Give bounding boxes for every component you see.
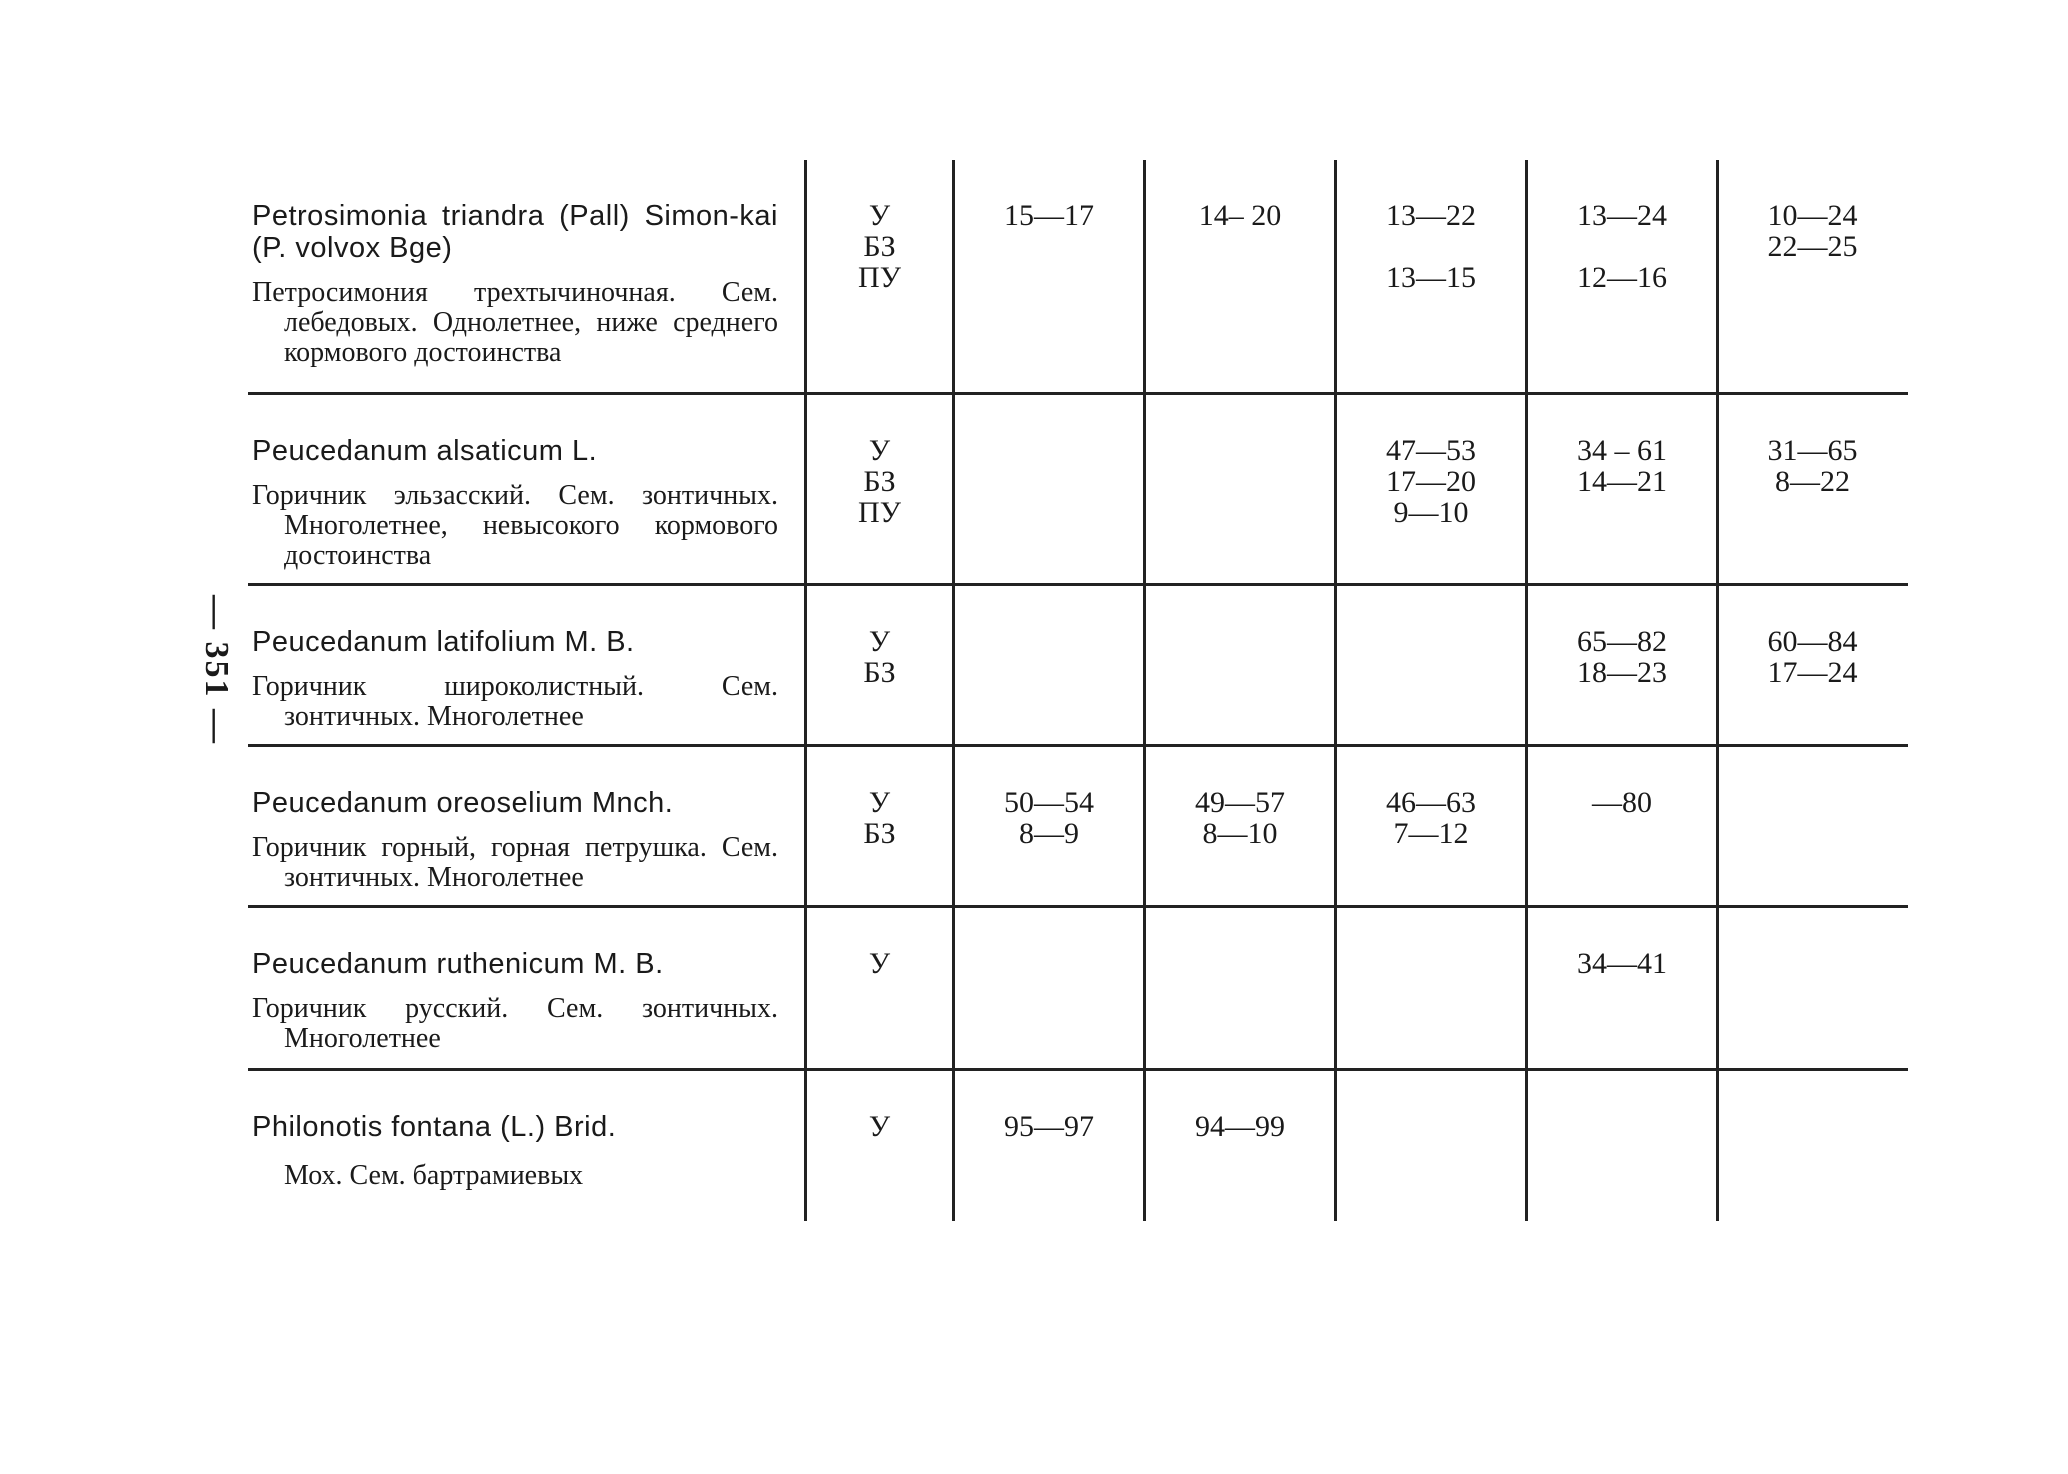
table-row — [248, 744, 1908, 905]
value: 31—65 8—22 — [1767, 434, 1858, 498]
mark-cell — [804, 747, 952, 905]
marks: У БЗ — [863, 786, 896, 850]
value: —80 — [1592, 786, 1652, 819]
value-cell — [1334, 586, 1525, 744]
mark-cell — [804, 395, 952, 583]
table-row — [248, 905, 1908, 1068]
name-cell — [248, 160, 804, 392]
marks: У БЗ ПУ — [858, 434, 901, 529]
latin-name: Philonotis fontana (L.) Brid. — [252, 1111, 617, 1143]
plant-table — [248, 160, 1908, 1221]
mark-cell — [804, 908, 952, 1068]
value-cell — [1525, 586, 1716, 744]
value-cell — [1334, 1071, 1525, 1221]
value-cell — [952, 1071, 1143, 1221]
value-cell — [1143, 160, 1334, 392]
latin-name: Peucedanum oreoselium Mnch. — [252, 787, 674, 819]
value-cell — [1143, 747, 1334, 905]
latin-name: Peucedanum ruthenicum M. B. — [252, 948, 664, 980]
russian-description: Горичник горный, горная петрушка. Сем. зонтичных. Многолетнее — [252, 832, 778, 893]
value-cell — [1143, 586, 1334, 744]
value-cell — [1525, 160, 1716, 392]
value-cell — [1525, 908, 1716, 1068]
value-cell — [1143, 1071, 1334, 1221]
marks: У — [868, 1110, 891, 1143]
mark-cell — [804, 1071, 952, 1221]
russian-description: Петросимония трехтычиночная. Сем. лебедовых. Однолетнее, ниже среднего кормового достоинства — [252, 277, 778, 368]
russian-description: Горичник русский. Сем. зонтичных. Многолетнее — [252, 993, 778, 1054]
value-cell — [1334, 908, 1525, 1068]
name-cell — [248, 747, 804, 905]
latin-name: Peucedanum latifolium M. B. — [252, 626, 635, 658]
page-number-text: — 351 — — [198, 595, 235, 745]
value: 47—53 17—20 9—10 — [1386, 434, 1476, 529]
name-cell — [248, 395, 804, 583]
russian-description: Мох. Сем. бартрамиевых — [284, 1160, 584, 1191]
value-cell — [1525, 395, 1716, 583]
value-cell — [1143, 908, 1334, 1068]
value-cell — [1334, 160, 1525, 392]
marks: У БЗ ПУ — [858, 199, 901, 294]
value-cell — [1143, 395, 1334, 583]
marks: У БЗ — [863, 625, 896, 689]
value: 46—63 7—12 — [1386, 786, 1476, 850]
value-cell — [952, 747, 1143, 905]
table-row — [248, 583, 1908, 744]
value-cell — [1716, 747, 1906, 905]
value: 13—22 — [1386, 199, 1476, 232]
value-cell — [1334, 395, 1525, 583]
value: 65—82 18—23 — [1577, 625, 1667, 689]
value-cell — [1716, 908, 1906, 1068]
value-cell — [1525, 747, 1716, 905]
value: 34—41 — [1577, 947, 1667, 980]
value: 13—15 — [1386, 261, 1476, 294]
table-row — [248, 160, 1908, 392]
value: 49—57 8—10 — [1195, 786, 1285, 850]
marks: У — [868, 947, 891, 980]
table-row — [248, 392, 1908, 583]
value-cell — [1716, 586, 1906, 744]
table-row — [248, 1068, 1908, 1221]
value-cell — [1716, 395, 1906, 583]
mark-cell — [804, 586, 952, 744]
latin-name: Petrosimonia triandra (Pall) Simon-kai (P. volvox Bge) — [252, 200, 778, 264]
value-cell — [952, 395, 1143, 583]
value-cell — [1525, 1071, 1716, 1221]
latin-name: Peucedanum alsaticum L. — [252, 435, 598, 467]
value: 34 – 61 14—21 — [1577, 434, 1667, 498]
name-cell — [248, 1071, 804, 1221]
value-cell — [952, 586, 1143, 744]
russian-description: Горичник эльзасский. Сем. зонтичных. Многолетнее, невысокого кормового достоинства — [252, 480, 778, 571]
value: 94—99 — [1195, 1110, 1285, 1143]
name-cell — [248, 908, 804, 1068]
value-cell — [1334, 747, 1525, 905]
value: 15—17 — [1004, 199, 1094, 232]
value: 50—54 8—9 — [1004, 786, 1094, 850]
page-number — [196, 595, 236, 745]
mark-cell — [804, 160, 952, 392]
value: 10—24 22—25 — [1767, 199, 1858, 263]
value: 13—24 — [1577, 199, 1667, 232]
value-cell — [952, 908, 1143, 1068]
value: 95—97 — [1004, 1110, 1094, 1143]
value: 60—84 17—24 — [1767, 625, 1858, 689]
value-cell — [1716, 160, 1906, 392]
value: 14– 20 — [1198, 199, 1282, 232]
russian-description: Горичник широколистный. Сем. зонтичных. Многолетнее — [252, 671, 778, 732]
value-cell — [952, 160, 1143, 392]
value: 12—16 — [1577, 261, 1667, 294]
value-cell — [1716, 1071, 1906, 1221]
name-cell — [248, 586, 804, 744]
